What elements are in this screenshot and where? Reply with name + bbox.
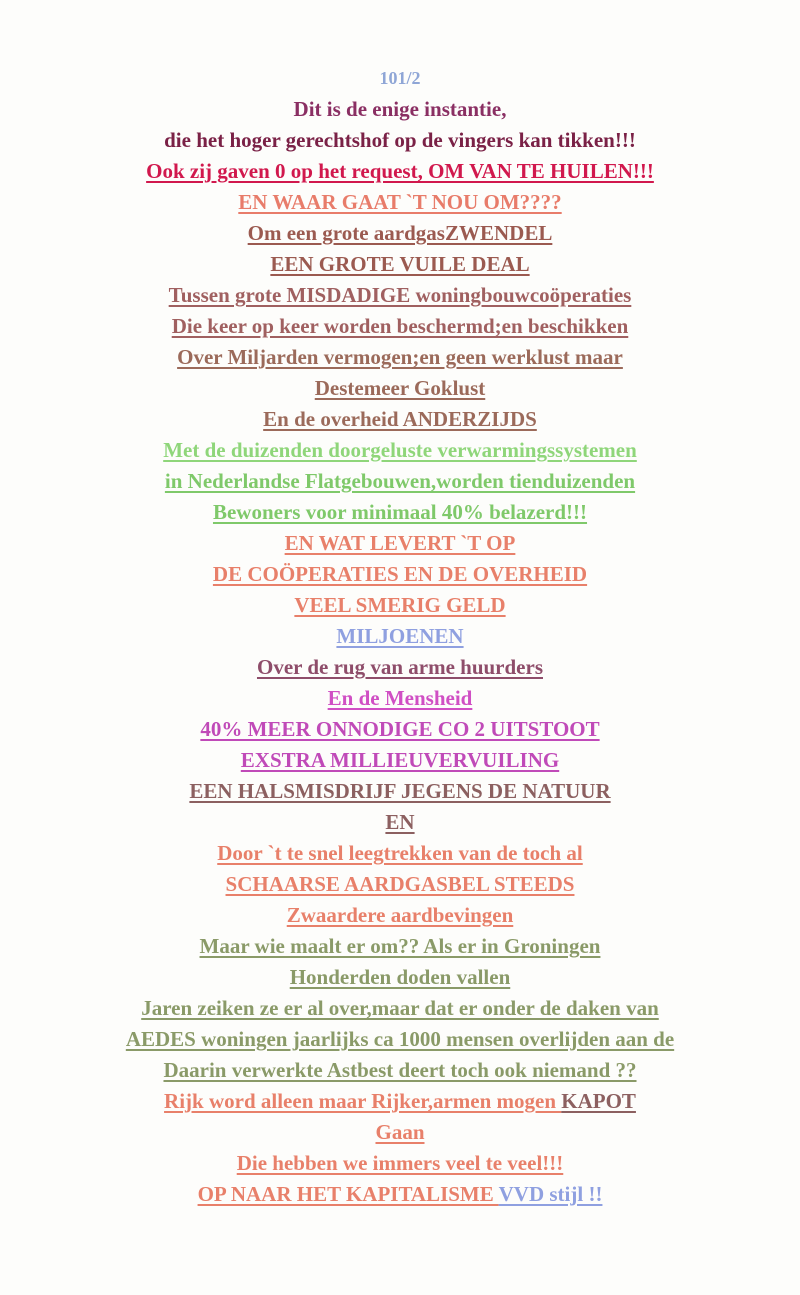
text-segment: DE COÖPERATIES EN DE OVERHEID bbox=[212, 562, 588, 586]
text-line bbox=[0, 497, 800, 528]
text-segment: Om een grote aardgasZWENDEL bbox=[247, 221, 553, 245]
text-line bbox=[0, 218, 800, 249]
text-segment: 40% MEER ONNODIGE CO 2 UITSTOOT bbox=[200, 717, 600, 741]
text-segment: Destemeer Goklust bbox=[314, 376, 486, 400]
text-line bbox=[0, 280, 800, 311]
page-number bbox=[0, 63, 800, 94]
text-segment: in Nederlandse Flatgebouwen,worden tienduizenden bbox=[164, 469, 636, 493]
text-segment: Die hebben we immers veel te veel!!! bbox=[236, 1151, 564, 1175]
text-segment: Door `t te snel leegtrekken van de toch al bbox=[217, 841, 583, 865]
text-segment: EN bbox=[385, 810, 415, 834]
text-segment: EN WAAR GAAT `T NOU OM???? bbox=[238, 190, 562, 214]
text-line bbox=[0, 404, 800, 435]
text-segment: die het hoger gerechtshof op de vingers kan tikken!!! bbox=[164, 128, 636, 152]
text-segment: Zwaardere aardbevingen bbox=[286, 903, 514, 927]
text-segment: Ook zij gaven 0 op het request, OM VAN TE HUILEN!!! bbox=[146, 159, 654, 183]
text-line bbox=[0, 838, 800, 869]
text-segment: Jaren zeiken ze er al over,maar dat er onder de daken van bbox=[141, 996, 659, 1020]
text-segment: Daarin verwerkte Astbest deert toch ook niemand ?? bbox=[163, 1058, 637, 1082]
text-line bbox=[0, 807, 800, 838]
text-line bbox=[0, 590, 800, 621]
text-segment: Tussen grote MISDADIGE woningbouwcoöperaties bbox=[168, 283, 632, 307]
text-segment: AEDES woningen jaarlijks ca 1000 mensen overlijden aan de bbox=[125, 1027, 675, 1051]
text-line bbox=[0, 621, 800, 652]
text-line bbox=[0, 125, 800, 156]
text-line bbox=[0, 1024, 800, 1055]
text-line bbox=[0, 156, 800, 187]
text-line bbox=[0, 1055, 800, 1086]
text-segment: En de overheid ANDERZIJDS bbox=[263, 407, 537, 431]
text-line bbox=[0, 466, 800, 497]
text-segment: Maar wie maalt er om?? Als er in Groningen bbox=[199, 934, 601, 958]
text-line bbox=[0, 683, 800, 714]
text-segment: En de Mensheid bbox=[327, 686, 473, 710]
text-segment: EXSTRA MILLIEUVERVUILING bbox=[240, 748, 560, 772]
text-line bbox=[0, 528, 800, 559]
text-line bbox=[0, 1179, 800, 1210]
text-segment: SCHAARSE AARDGASBEL STEEDS bbox=[225, 872, 575, 896]
text-segment: Gaan bbox=[375, 1120, 425, 1144]
text-segment: Dit is de enige instantie, bbox=[293, 97, 507, 121]
text-line bbox=[0, 776, 800, 807]
text-segment: Over Miljarden vermogen;en geen werklust maar bbox=[177, 345, 623, 369]
text-line bbox=[0, 714, 800, 745]
text-line bbox=[0, 94, 800, 125]
text-line bbox=[0, 311, 800, 342]
text-segment: VVD stijl !! bbox=[498, 1182, 603, 1206]
text-segment: Bewoners voor minimaal 40% belazerd!!! bbox=[212, 500, 588, 524]
text-segment: Die keer op keer worden beschermd;en beschikken bbox=[171, 314, 629, 338]
text-segment: OP NAAR HET KAPITALISME bbox=[197, 1182, 499, 1206]
text-line bbox=[0, 931, 800, 962]
text-segment: EEN GROTE VUILE DEAL bbox=[270, 252, 530, 276]
page-number-text: 101/2 bbox=[379, 68, 421, 88]
text-line bbox=[0, 993, 800, 1024]
text-line bbox=[0, 342, 800, 373]
text-segment: Over de rug van arme huurders bbox=[256, 655, 543, 679]
text-segment: MILJOENEN bbox=[336, 624, 464, 648]
text-segment: Honderden doden vallen bbox=[289, 965, 511, 989]
text-segment: Met de duizenden doorgeluste verwarmingssystemen bbox=[163, 438, 637, 462]
text-segment: Rijk word alleen maar Rijker,armen mogen bbox=[164, 1089, 562, 1113]
text-line bbox=[0, 187, 800, 218]
text-segment: VEEL SMERIG GELD bbox=[294, 593, 506, 617]
document-text bbox=[0, 63, 800, 1210]
text-lines bbox=[0, 94, 800, 1210]
text-line bbox=[0, 745, 800, 776]
text-segment: KAPOT bbox=[561, 1089, 636, 1113]
text-line bbox=[0, 869, 800, 900]
text-line bbox=[0, 373, 800, 404]
text-line bbox=[0, 559, 800, 590]
text-segment: EN WAT LEVERT `T OP bbox=[284, 531, 516, 555]
text-line bbox=[0, 1086, 800, 1117]
text-line bbox=[0, 1117, 800, 1148]
text-line bbox=[0, 1148, 800, 1179]
text-line bbox=[0, 962, 800, 993]
text-line bbox=[0, 435, 800, 466]
text-line bbox=[0, 249, 800, 280]
text-line bbox=[0, 652, 800, 683]
text-segment: EEN HALSMISDRIJF JEGENS DE NATUUR bbox=[189, 779, 611, 803]
text-line bbox=[0, 900, 800, 931]
